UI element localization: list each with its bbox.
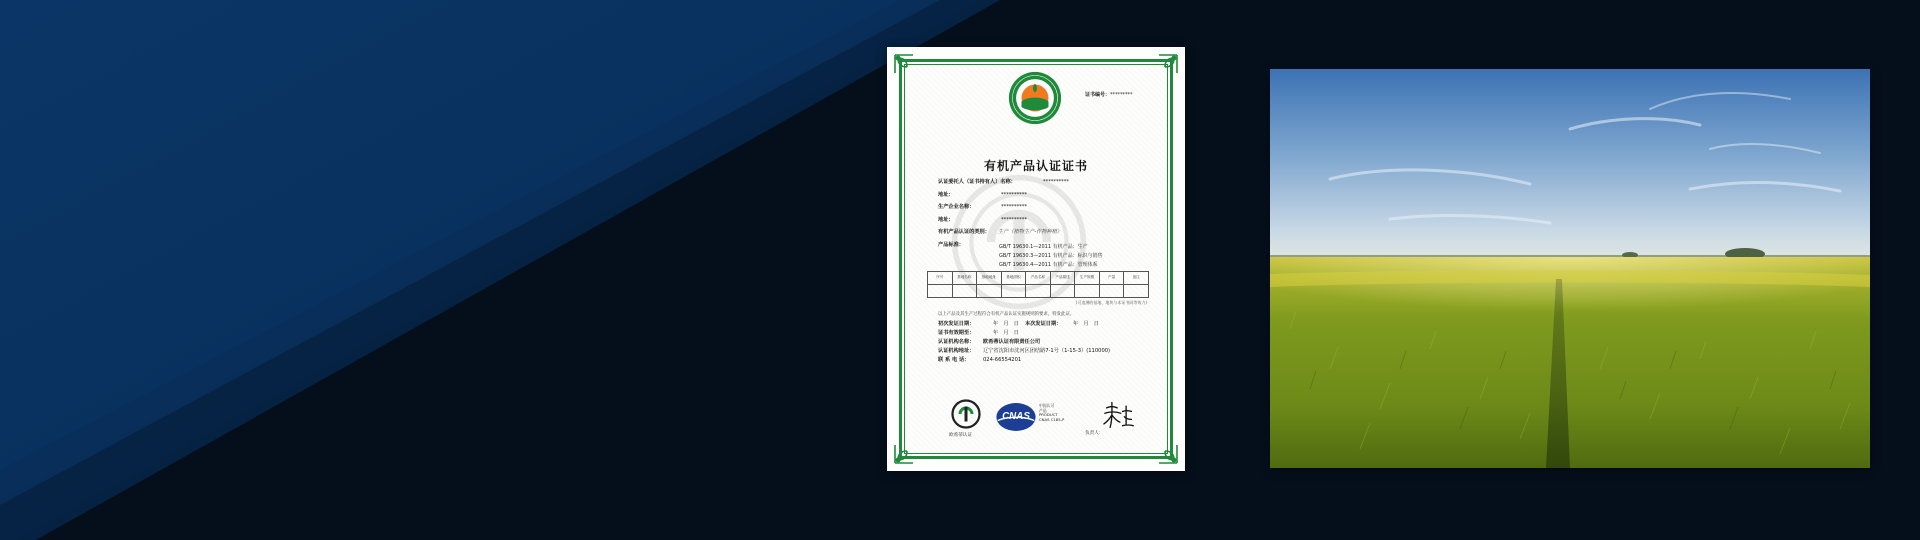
wheat-field-photo — [1270, 69, 1870, 468]
producer-name-field — [938, 204, 1027, 210]
phone-field — [938, 357, 1022, 363]
valid-until-value: 年 月 日 — [993, 330, 1019, 336]
table-cell — [1124, 285, 1149, 298]
org-address-field — [938, 348, 1111, 354]
this-issue-date-value: 年 月 日 — [1073, 321, 1099, 327]
organic-product-seal-logo — [1008, 71, 1062, 125]
this-issue-date-label: 本次发证日期： — [1025, 321, 1062, 327]
table-cell — [1075, 285, 1100, 298]
holder-address-label: 地址： — [938, 192, 954, 198]
conformity-statement: 以上产品及其生产过程符合有机产品认证实施规则的要求，特发此证。 — [938, 312, 1075, 317]
table-header-cell: 产品名称 — [1026, 272, 1051, 285]
corner-ornament-icon — [1157, 53, 1179, 75]
producer-name-value: ********** — [1001, 204, 1027, 210]
org-name-field — [938, 339, 1041, 345]
phone-value: 024-66554201 — [983, 357, 1022, 363]
category-value: 生产（植物生产-作物种植） — [998, 229, 1063, 235]
category-label: 有机产品认证的类别： — [938, 229, 990, 235]
certificate-number — [1085, 91, 1133, 98]
table-header-cell: 基地面积 — [1001, 272, 1026, 285]
table-header-cell: 基地地址 — [977, 272, 1002, 285]
holder-address-field — [938, 192, 1027, 198]
table-row — [928, 285, 1149, 298]
corner-ornament-icon — [893, 443, 915, 465]
org-name-label: 认证机构名称： — [938, 339, 975, 345]
cnas-text-line: 产品 — [1039, 407, 1047, 413]
table-header-cell: 基地名称 — [952, 272, 977, 285]
landscape-photo-icon — [1270, 69, 1870, 468]
phone-label: 联 系 电 话： — [938, 357, 970, 363]
certificate-number-value: ********* — [1110, 92, 1133, 98]
valid-until-label: 证书有效期至： — [938, 330, 975, 336]
cnas-text-line: PRODUCT — [1039, 412, 1058, 418]
person-in-charge-label: 负责人： — [1085, 431, 1104, 436]
producer-address-label: 地址： — [938, 217, 954, 223]
cnas-accreditation-text — [1039, 404, 1064, 423]
certifier-logo-caption: 欧希蒂认证 — [949, 433, 972, 438]
product-table — [927, 271, 1149, 298]
first-issue-date-field — [938, 321, 1019, 327]
certificate-title: 有机产品认证证书 — [983, 159, 1088, 173]
category-field — [938, 229, 1063, 235]
standard-field — [938, 243, 964, 248]
table-cell — [928, 285, 953, 298]
standard-line: GB/T 19630.3—2011 有机产品：标识与销售 — [999, 253, 1103, 259]
table-header-row — [928, 272, 1149, 285]
cnas-logo — [995, 400, 1037, 434]
table-cell — [977, 285, 1002, 298]
certifier-logo-icon — [951, 399, 981, 429]
table-header-cell: 产品描述 — [1050, 272, 1075, 285]
org-address-value: 辽宁省沈阳市沈河区团结路7-1号（1-15-3）(110000) — [983, 348, 1111, 354]
valid-until-field — [938, 330, 1019, 336]
org-address-label: 认证机构地址： — [938, 348, 975, 354]
table-cell — [952, 285, 977, 298]
first-issue-date-value: 年 月 日 — [993, 321, 1019, 327]
corner-ornament-icon — [1157, 443, 1179, 465]
signature-image — [1101, 399, 1137, 431]
table-cell — [1050, 285, 1075, 298]
first-issue-date-label: 初次发证日期： — [938, 321, 975, 327]
standard-line: GB/T 19630.4—2011 有机产品：管理体系 — [999, 262, 1098, 268]
holder-name-value: ********** — [1043, 179, 1069, 185]
this-issue-date-field — [1025, 321, 1099, 327]
corner-ornament-icon — [893, 53, 915, 75]
table-header-cell: 备注 — [1124, 272, 1149, 285]
holder-address-value: ********** — [1001, 192, 1027, 198]
standard-label: 产品标准： — [938, 242, 964, 248]
table-header-cell: 生产规模 — [1075, 272, 1100, 285]
producer-name-label: 生产企业名称： — [938, 204, 975, 210]
table-cell — [1026, 285, 1051, 298]
table-header-cell: 产量 — [1099, 272, 1124, 285]
table-cell — [1099, 285, 1124, 298]
table-header-cell: 序号 — [928, 272, 953, 285]
holder-name-label: 认证委托人（证书持有人）名称： — [938, 179, 1016, 185]
producer-address-value: ********** — [1001, 217, 1027, 223]
organic-certificate-image — [887, 47, 1185, 471]
certificate-number-label: 证书编号： — [1085, 92, 1111, 98]
cnas-logo-text: CNAS — [1002, 411, 1030, 423]
table-cell — [1001, 285, 1026, 298]
org-name-value: 欧希蒂认证有限责任公司 — [983, 339, 1041, 345]
standard-line: GB/T 19630.1—2011 有机产品：生产 — [999, 244, 1088, 250]
producer-address-field — [938, 217, 1027, 223]
holder-name-field — [938, 179, 1069, 185]
cnas-text-line: CNAS C185-P — [1039, 417, 1065, 423]
cnas-text-line: 中国认可 — [1039, 403, 1055, 408]
table-note: (可追溯的基地、地块与本证书同等效力) — [1075, 300, 1147, 305]
